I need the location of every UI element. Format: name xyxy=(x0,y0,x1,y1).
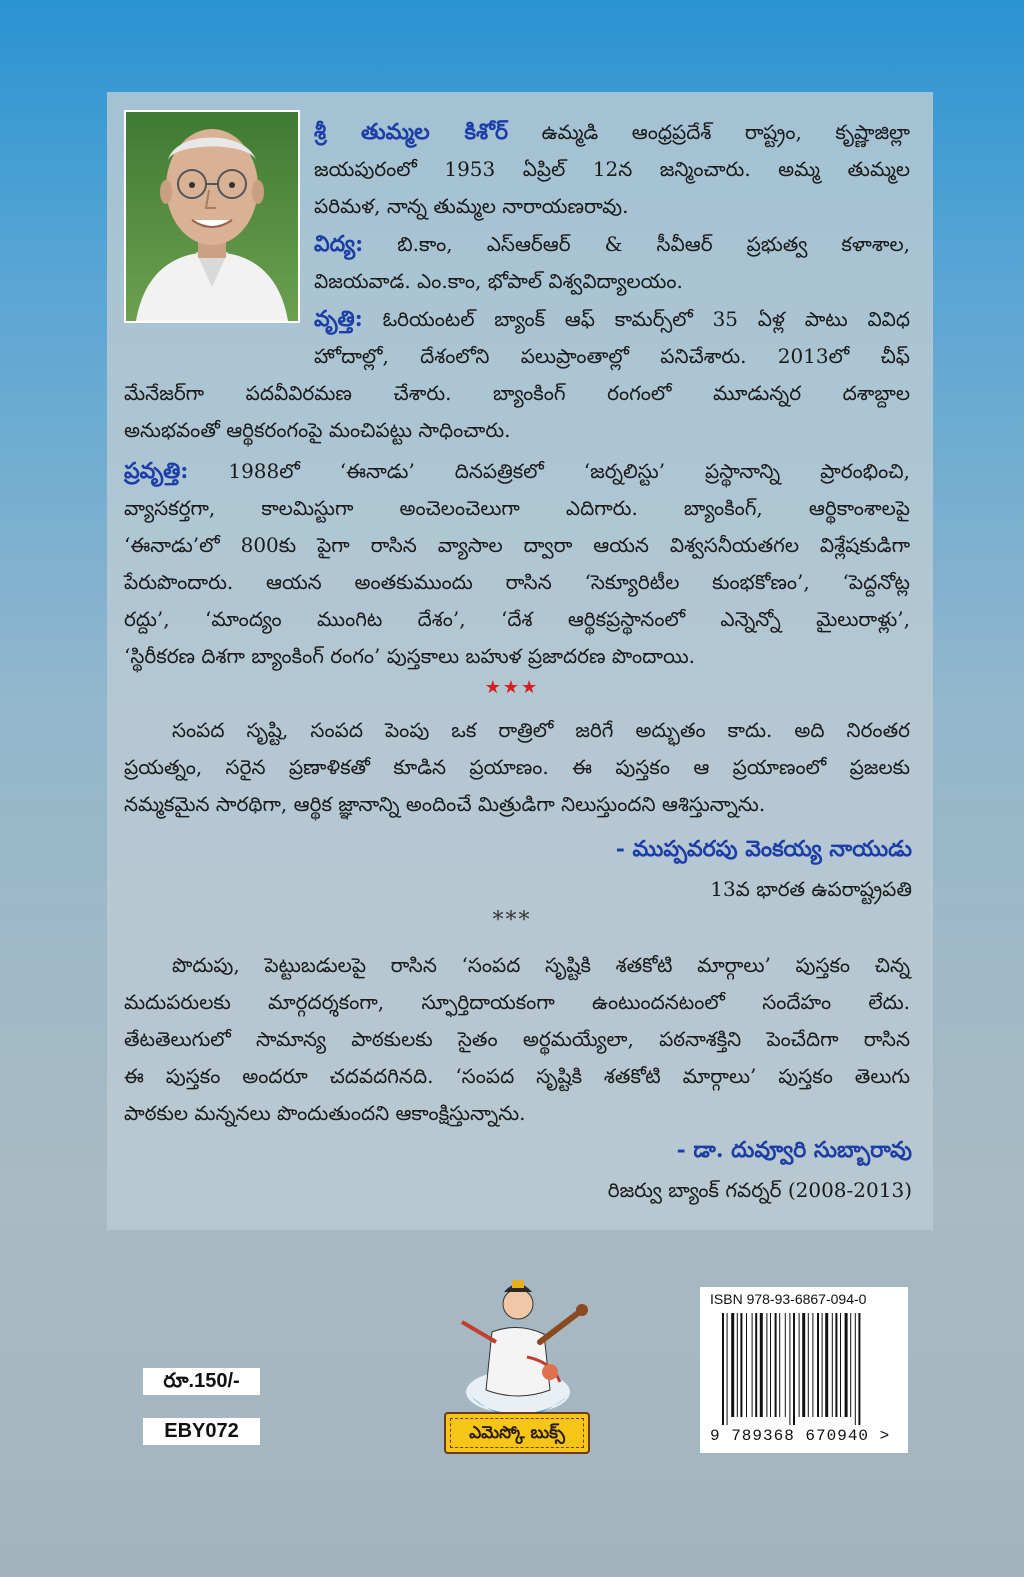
hobby-line: వ్యాసకర్తగా, కాలమిస్టుగా అంచెలంచెలుగా ఎదిగారు. బ్యాంకింగ్, ఆర్థికాంశాలపై xyxy=(124,496,910,520)
hobby-line: ‘స్థిరీకరణ దిశగా బ్యాంకింగ్ రంగం’ పుస్తకాలు బహుళ ప్రజాదరణ పొందాయి. xyxy=(124,644,696,668)
hobby-line: ‘ఈనాడు’లో 800కు పైగా రాసిన వ్యాసాల ద్వారా ఆయన విశ్వసనీయతగల విశ్లేషకుడిగా xyxy=(124,533,910,557)
education-line: విద్య: బి.కాం, ఎస్ఆర్ఆర్ & సీవీఆర్ ప్రభుత్వ కళాశాల, xyxy=(314,231,910,257)
barcode-bar xyxy=(845,1313,848,1417)
profession-line: అనుభవంతో ఆర్థికరంగంపై మంచిపట్టు సాధించారు. xyxy=(124,418,511,442)
barcode-bar xyxy=(817,1313,819,1417)
profession-label: వృత్తి: xyxy=(314,306,363,332)
quote2-line: తేటతెలుగులో సామాన్య పాఠకులకు సైతం అర్థమయ్యేలా, పఠనాశక్తిని పెంచేదిగా రాసిన xyxy=(124,1027,910,1051)
hobby-label: ప్రవృత్తి: xyxy=(124,458,189,484)
barcode-bar xyxy=(766,1313,767,1417)
author-bio-line: జయపురంలో 1953 ఏప్రిల్ 12న జన్మించారు. అమ్మ తుమ్మల xyxy=(314,157,910,181)
barcode-bar xyxy=(775,1313,777,1417)
hobby-line: పేరుపొందారు. ఆయన అంతకుముందు రాసిన ‘సెక్యూరిటీల కుంభకోణం’, ‘పెద్దనోట్ల xyxy=(124,570,910,594)
barcode-bar xyxy=(785,1313,786,1417)
barcode-bar xyxy=(799,1313,800,1417)
profession-line: వృత్తి: ఓరియంటల్ బ్యాంక్ ఆఫ్ కామర్స్‌లో 35 ఏళ్ల పాటు వివిధ xyxy=(314,306,911,332)
price-label: రూ.150/- xyxy=(143,1368,260,1395)
profession-line: మేనేజర్‌గా పదవీవిరమణ చేశారు. బ్యాంకింగ్ రంగంలో మూడున్నర దశాబ్దాల xyxy=(124,381,910,405)
quote1-signature: - ముప్పవరపు వెంకయ్య నాయుడు xyxy=(615,836,912,862)
barcode-bar xyxy=(832,1313,833,1417)
quote2-line: పాఠకుల మన్ననలు పొందుతుందని ఆకాంక్షిస్తున్నాను. xyxy=(124,1101,526,1125)
publisher-logo xyxy=(432,1262,602,1458)
quote2-line: మదుపరులకు మార్గదర్శకంగా, స్ఫూర్తిదాయకంగా ఉంటుందనటంలో సందేహం లేదు. xyxy=(124,990,910,1014)
barcode-bar xyxy=(835,1313,837,1417)
barcode-bar xyxy=(793,1313,795,1425)
barcode-bar xyxy=(789,1313,790,1425)
barcode-bar xyxy=(822,1313,823,1417)
barcode-bar xyxy=(802,1313,805,1417)
profession-line: హోదాల్లో, దేశంలోని పలుప్రాంతాల్లో పనిచేశారు. 2013లో చీఫ్ xyxy=(314,344,910,368)
isbn-barcode xyxy=(700,1287,908,1453)
barcode-bar xyxy=(731,1313,734,1417)
barcode-bar xyxy=(770,1313,771,1417)
quote2-line: ఈ పుస్తకం అందరూ చదవదగినది. ‘సంపద సృష్టికి శతకోటి మార్గాలు’ పుస్తకం తెలుగు xyxy=(124,1064,910,1088)
barcode-bar xyxy=(779,1313,780,1417)
quote2-line: పొదుపు, పెట్టుబడులపై రాసిన ‘సంపద సృష్టికి శతకోటి మార్గాలు’ పుస్తకం చిన్న xyxy=(172,953,910,977)
barcode-bar xyxy=(760,1313,763,1417)
barcode-bar xyxy=(752,1313,753,1417)
isbn-label: ISBN 978-93-6867-094-0 xyxy=(710,1291,867,1307)
quote2-signature: - డా. దువ్వూరి సుబ్బారావు xyxy=(676,1137,912,1163)
barcode-bar xyxy=(850,1313,851,1417)
author-photo xyxy=(124,110,300,323)
isbn-digits: 9 789368 670940 > xyxy=(710,1427,891,1445)
quote1-line: సంపద సృష్టి, సంపద పెంపు ఒక రాత్రిలో జరిగే అద్భుతం కాదు. అది నిరంతర xyxy=(172,718,910,742)
author-intro-line: శ్రీ తుమ్మల కిశోర్ ఉమ్మడి ఆంధ్రప్రదేశ్ రాష్ట్రం, కృష్ణాజిల్లా xyxy=(314,119,910,145)
barcode-bar xyxy=(855,1313,856,1425)
barcode-bar xyxy=(722,1313,724,1425)
publisher-name: ఎమెస్కో బుక్స్ xyxy=(450,1418,584,1448)
quote1-line: నమ్మకమైన సారథిగా, ఆర్థిక జ్ఞానాన్ని అందించే మిత్రుడిగా నిలుస్తుందని ఆశిస్తున్నాను. xyxy=(124,792,766,816)
education-line: విజయవాడ. ఎం.కాం, భోపాల్ విశ్వవిద్యాలయం. xyxy=(314,269,683,293)
barcode-bar xyxy=(746,1313,747,1417)
hobby-line: రద్దు’, ‘మాంద్యం ముంగిట దేశం’, ‘దేశ ఆర్థికప్రస్థానంలో ఎన్నెన్నో మైలురాళ్లు’, xyxy=(124,607,910,631)
book-code: EBY072 xyxy=(143,1418,260,1445)
barcode-bar xyxy=(755,1313,757,1417)
barcode-bar xyxy=(737,1313,738,1417)
quote1-title: 13వ భారత ఉపరాష్ట్రపతి xyxy=(710,877,912,901)
education-label: విద్య: xyxy=(314,231,364,257)
author-name: శ్రీ తుమ్మల కిశోర్ xyxy=(314,119,509,145)
barcode-bar xyxy=(825,1313,828,1417)
quote2-title: రిజర్వు బ్యాంక్ గవర్నర్ (2008-2013) xyxy=(607,1178,912,1202)
author-bio-line: పరిమళ, నాన్న తుమ్మల నారాయణరావు. xyxy=(314,194,629,218)
barcode-bar xyxy=(858,1313,860,1425)
asterisk-separator: *** xyxy=(492,908,532,933)
barcode-bar xyxy=(840,1313,841,1417)
barcode-bar xyxy=(812,1313,813,1417)
barcode-bars xyxy=(722,1313,892,1425)
barcode-bar xyxy=(727,1313,728,1425)
hobby-line: ప్రవృత్తి: 1988లో ‘ఈనాడు’ దినపత్రికలో ‘జర్నలిస్టు’ ప్రస్థానాన్ని ప్రారంభించి, xyxy=(124,458,910,484)
barcode-bar xyxy=(740,1313,742,1417)
star-separator: ★★★ xyxy=(484,677,540,698)
quote1-line: ప్రయత్నం, సరైన ప్రణాళికతో కూడిన ప్రయాణం. ఈ పుస్తకం ఆ ప్రయాణంలో ప్రజలకు xyxy=(124,755,910,779)
barcode-bar xyxy=(808,1313,809,1417)
